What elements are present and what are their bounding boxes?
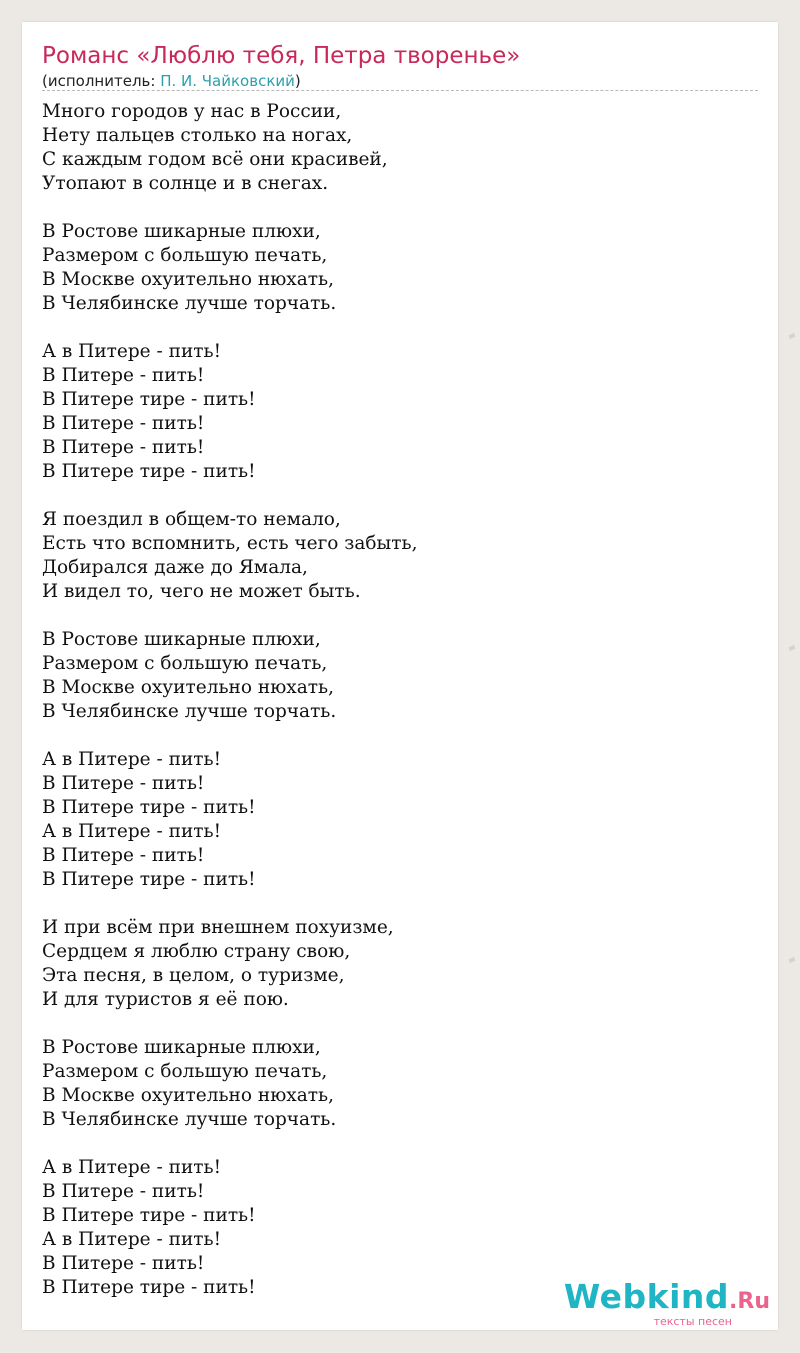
site-logo[interactable] xyxy=(563,1277,770,1328)
lyric-line: В Питере - пить! xyxy=(42,1253,205,1274)
lyrics-stanza xyxy=(42,1036,758,1132)
lyric-line: Эта песня, в целом, о туризме, xyxy=(42,965,345,986)
lyric-line: Утопают в солнце и в снегах. xyxy=(42,173,329,194)
lyric-line: В Питере - пить! xyxy=(42,845,205,866)
logo-wordmark xyxy=(563,1277,770,1320)
lyric-line: И видел то, чего не может быть. xyxy=(42,581,361,602)
song-card xyxy=(22,22,778,1330)
lyrics-text xyxy=(42,100,758,1324)
lyric-line: В Питере - пить! xyxy=(42,773,205,794)
title-divider xyxy=(42,90,758,91)
lyric-line: В Ростове шикарные плюхи, xyxy=(42,221,321,242)
lyric-line: В Питере - пить! xyxy=(42,365,205,386)
decorative-mark xyxy=(788,333,795,339)
lyric-line: А в Питере - пить! xyxy=(42,1157,222,1178)
lyric-line: Есть что вспомнить, есть чего забыть, xyxy=(42,533,418,554)
logo-tld: .Ru xyxy=(729,1289,770,1314)
lyrics-stanza xyxy=(42,748,758,892)
lyric-line: Добирался даже до Ямала, xyxy=(42,557,308,578)
lyric-line: В Челябинске лучше торчать. xyxy=(42,701,337,722)
decorative-mark xyxy=(788,645,795,651)
lyric-line: В Питере - пить! xyxy=(42,437,205,458)
lyric-line: В Питере тире - пить! xyxy=(42,1205,256,1226)
lyric-line: А в Питере - пить! xyxy=(42,749,222,770)
lyric-line: В Питере тире - пить! xyxy=(42,389,256,410)
lyric-line: В Питере тире - пить! xyxy=(42,797,256,818)
performer-link[interactable]: П. И. Чайковский xyxy=(160,72,295,90)
lyric-line: В Питере - пить! xyxy=(42,1181,205,1202)
lyrics-stanza xyxy=(42,100,758,196)
page-title: Романс «Люблю тебя, Петра творенье» xyxy=(42,43,521,69)
logo-tagline: тексты песен xyxy=(653,1315,732,1328)
lyrics-stanza xyxy=(42,508,758,604)
lyric-line: Сердцем я люблю страну свою, xyxy=(42,941,351,962)
lyrics-stanza xyxy=(42,340,758,484)
lyric-line: С каждым годом всё они красивей, xyxy=(42,149,388,170)
lyric-line: В Питере тире - пить! xyxy=(42,1277,256,1298)
lyric-line: В Ростове шикарные плюхи, xyxy=(42,1037,321,1058)
lyric-line: В Ростове шикарные плюхи, xyxy=(42,629,321,650)
lyric-line: В Питере тире - пить! xyxy=(42,461,256,482)
logo-name: Webkind xyxy=(563,1277,730,1316)
performer-line xyxy=(42,72,301,90)
lyric-line: Размером с большую печать, xyxy=(42,245,328,266)
lyrics-stanza xyxy=(42,628,758,724)
lyric-line: И при всём при внешнем похуизме, xyxy=(42,917,394,938)
lyric-line: В Москве охуительно нюхать, xyxy=(42,1085,334,1106)
lyric-line: Размером с большую печать, xyxy=(42,653,328,674)
lyric-line: А в Питере - пить! xyxy=(42,1229,222,1250)
performer-suffix: ) xyxy=(294,72,301,90)
lyric-line: В Челябинске лучше торчать. xyxy=(42,1109,337,1130)
lyric-line: Много городов у нас в России, xyxy=(42,101,342,122)
lyric-line: В Москве охуительно нюхать, xyxy=(42,677,334,698)
lyrics-stanza xyxy=(42,916,758,1012)
lyric-line: В Москве охуительно нюхать, xyxy=(42,269,334,290)
lyrics-stanza xyxy=(42,220,758,316)
lyric-line: Я поездил в общем-то немало, xyxy=(42,509,341,530)
lyric-line: А в Питере - пить! xyxy=(42,341,222,362)
lyric-line: В Питере - пить! xyxy=(42,413,205,434)
lyric-line: Размером с большую печать, xyxy=(42,1061,328,1082)
lyric-line: Нету пальцев столько на ногах, xyxy=(42,125,353,146)
lyric-line: А в Питере - пить! xyxy=(42,821,222,842)
performer-prefix: (исполнитель: xyxy=(42,72,161,90)
lyric-line: И для туристов я её пою. xyxy=(42,989,289,1010)
lyric-line: В Челябинске лучше торчать. xyxy=(42,293,337,314)
decorative-mark xyxy=(788,957,795,963)
lyric-line: В Питере тире - пить! xyxy=(42,869,256,890)
